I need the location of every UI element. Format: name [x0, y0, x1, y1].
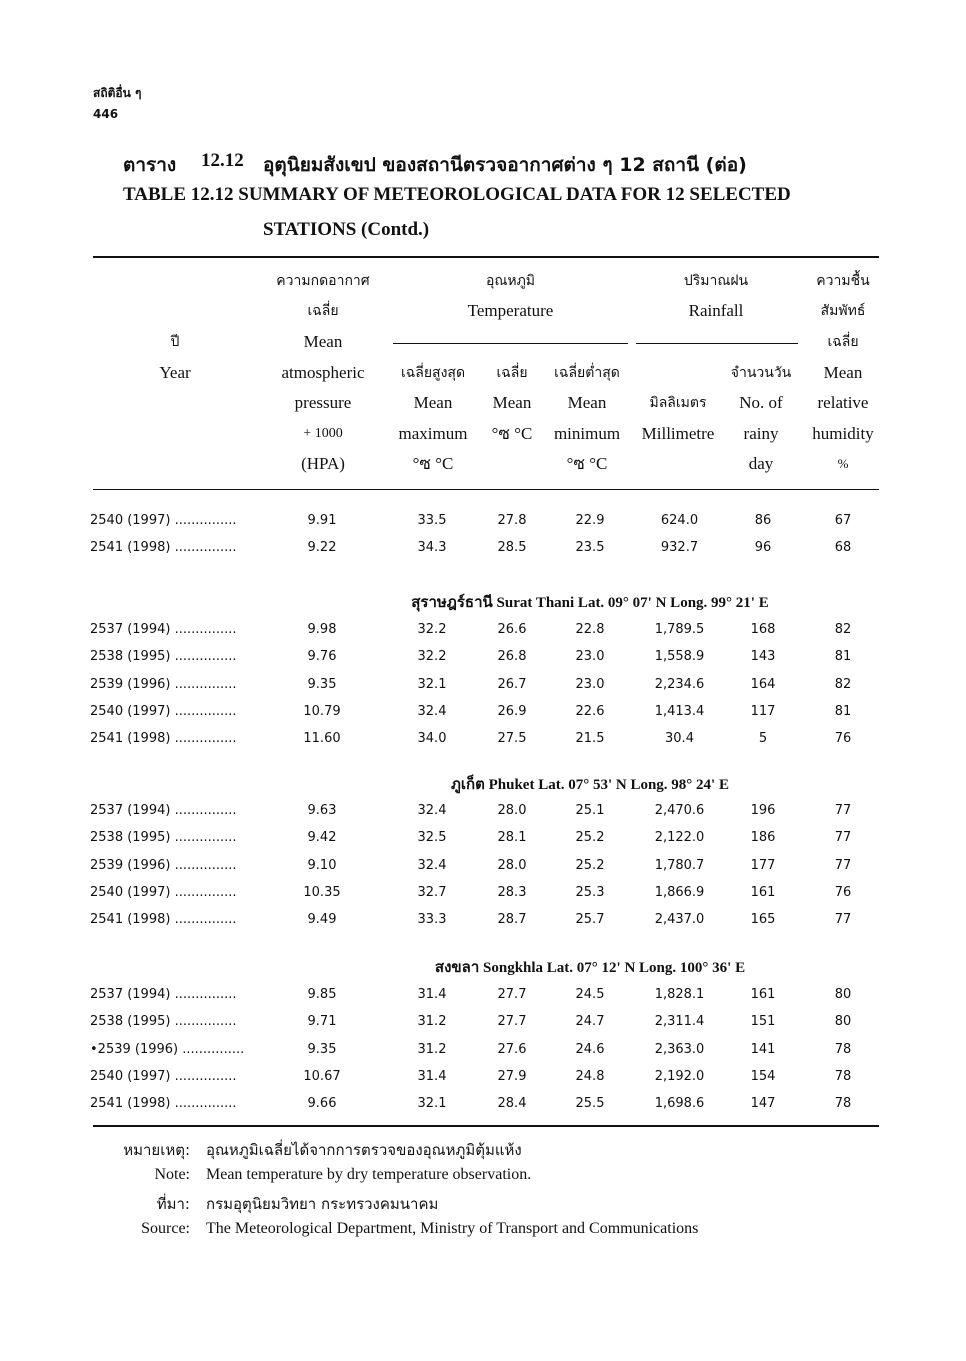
- rainfall-cell: 1,866.9: [654, 884, 705, 900]
- mean-temp-cell: 26.8: [497, 649, 527, 665]
- rainy-days-cell: 141: [750, 1041, 776, 1057]
- year-cell: 2539 (1996) ...............: [90, 676, 237, 692]
- pressure-header-thai2: เฉลี่ย: [307, 303, 339, 319]
- min-header-en2: minimum: [553, 424, 621, 443]
- mean-temp-cell: 26.7: [497, 676, 527, 692]
- humidity-cell: 77: [834, 830, 852, 846]
- humidity-cell: 76: [834, 731, 852, 747]
- min-temp-cell: 23.0: [575, 676, 605, 692]
- min-temp-cell: 24.8: [575, 1068, 605, 1084]
- mean-temp-cell: 28.1: [497, 830, 527, 846]
- table-row: [0, 507, 966, 534]
- days-header-en1: No. of: [739, 393, 783, 412]
- rainfall-group-en: Rainfall: [688, 301, 744, 320]
- humidity-header-en2: relative: [817, 393, 869, 412]
- rainfall-cell: 1,780.7: [654, 857, 705, 873]
- max-temp-cell: 33.3: [417, 912, 447, 928]
- min-temp-cell: 25.5: [575, 1096, 605, 1112]
- max-header-thai: เฉลี่ยสูงสุด: [400, 365, 466, 381]
- year-cell: 2537 (1994) ...............: [90, 622, 237, 637]
- note-label-thai: หมายเหตุ:: [123, 1141, 190, 1159]
- title-thai-prefix: ตาราง: [123, 154, 177, 176]
- pressure-cell: 9.49: [307, 912, 337, 928]
- max-header-en2: maximum: [398, 424, 468, 443]
- rainfall-cell: 2,363.0: [654, 1041, 705, 1057]
- rainy-days-cell: 96: [754, 540, 772, 556]
- year-cell: 2541 (1998) ...............: [90, 540, 237, 556]
- rainfall-cell: 1,828.1: [654, 987, 705, 1002]
- table-title-en-line2: STATIONS (Contd.): [263, 219, 430, 240]
- rainfall-cell: 624.0: [660, 513, 699, 528]
- mean-temp-cell: 28.0: [497, 803, 527, 818]
- rainfall-cell: 1,698.6: [654, 1096, 705, 1112]
- rainy-days-cell: 168: [750, 622, 776, 637]
- pressure-header-en4: + 1000: [303, 426, 343, 441]
- max-header-en3: °ซ °C: [412, 454, 454, 473]
- rainy-days-cell: 164: [750, 676, 776, 692]
- humidity-header-thai3: เฉลี่ย: [827, 334, 859, 350]
- rainfall-cell: 2,470.6: [654, 803, 705, 818]
- year-cell: 2540 (1997) ...............: [90, 1068, 237, 1084]
- max-temp-cell: 31.4: [417, 1068, 447, 1084]
- rainfall-cell: 2,437.0: [654, 912, 705, 928]
- pressure-cell: 10.35: [303, 884, 341, 900]
- table-row: [0, 698, 966, 725]
- table-row: [0, 797, 966, 824]
- table-row: [0, 616, 966, 643]
- rainfall-cell: 932.7: [660, 540, 699, 556]
- rainy-days-cell: 161: [750, 884, 776, 900]
- rainy-days-cell: 5: [758, 731, 768, 747]
- temperature-group-en: Temperature: [467, 301, 554, 320]
- min-temp-cell: 22.9: [575, 513, 605, 528]
- min-temp-cell: 23.5: [575, 540, 605, 556]
- humidity-cell: 81: [834, 703, 852, 719]
- year-cell: 2541 (1998) ...............: [90, 1096, 237, 1112]
- humidity-cell: 80: [834, 1014, 852, 1030]
- rainfall-cell: 30.4: [665, 731, 694, 747]
- max-temp-cell: 32.1: [417, 676, 447, 692]
- year-cell: 2537 (1994) ...............: [90, 803, 237, 818]
- pressure-cell: 9.66: [307, 1096, 337, 1112]
- max-temp-cell: 32.4: [417, 803, 447, 818]
- rainfall-cell: 1,413.4: [654, 703, 705, 719]
- table-row: [0, 671, 966, 698]
- max-temp-cell: 34.0: [417, 731, 447, 747]
- rainy-days-cell: 161: [750, 987, 776, 1002]
- table-row: [0, 725, 966, 752]
- table-row: [0, 981, 966, 1008]
- pressure-cell: 9.35: [307, 1041, 337, 1057]
- pressure-cell: 11.60: [303, 731, 341, 747]
- mean-temp-cell: 27.5: [497, 731, 527, 747]
- humidity-cell: 67: [834, 513, 852, 528]
- max-temp-cell: 32.4: [417, 857, 447, 873]
- days-header-thai: จำนวนวัน: [730, 365, 792, 381]
- min-temp-cell: 25.7: [575, 912, 605, 928]
- max-temp-cell: 31.4: [417, 987, 447, 1002]
- pressure-header-en2: atmospheric: [281, 363, 365, 382]
- source-text-thai: กรมอุตุนิยมวิทยา กระทรวงคมนาคม: [206, 1195, 439, 1213]
- rainfall-group-rule: [636, 343, 798, 344]
- mean-header-en1: Mean: [492, 393, 532, 412]
- min-temp-cell: 25.3: [575, 884, 605, 900]
- year-cell: 2538 (1995) ...............: [90, 649, 237, 665]
- min-temp-cell: 23.0: [575, 649, 605, 665]
- mean-temp-cell: 28.0: [497, 857, 527, 873]
- min-temp-cell: 25.2: [575, 830, 605, 846]
- max-temp-cell: 32.7: [417, 884, 447, 900]
- table-row: [0, 643, 966, 670]
- humidity-header-thai2: สัมพัทธ์: [820, 303, 866, 319]
- pressure-cell: 9.98: [307, 622, 337, 637]
- max-temp-cell: 33.5: [417, 513, 447, 528]
- min-temp-cell: 22.6: [575, 703, 605, 719]
- title-thai-text: อุตุนิยมสังเขป ของสถานีตรวจอากาศต่าง ๆ 12 สถานี (ต่อ): [263, 154, 747, 176]
- days-header-en2: rainy: [743, 424, 779, 443]
- table-row: [0, 906, 966, 933]
- min-temp-cell: 21.5: [575, 731, 605, 747]
- note-text-en: Mean temperature by dry temperature observation.: [206, 1166, 532, 1183]
- min-header-en3: °ซ °C: [566, 454, 608, 473]
- mean-header-thai: เฉลี่ย: [496, 365, 528, 381]
- pressure-cell: 9.71: [307, 1014, 337, 1030]
- max-header-en1: Mean: [413, 393, 453, 412]
- humidity-header-en4: %: [837, 456, 849, 471]
- humidity-header-en3: humidity: [812, 424, 874, 443]
- mean-temp-cell: 28.3: [497, 884, 527, 900]
- source-label-en: Source:: [141, 1220, 190, 1237]
- mean-temp-cell: 27.7: [497, 987, 527, 1002]
- max-temp-cell: 32.4: [417, 703, 447, 719]
- table-row: [0, 824, 966, 851]
- rainy-days-cell: 147: [750, 1096, 776, 1112]
- year-cell: •2539 (1996) ...............: [90, 1041, 245, 1057]
- rainfall-cell: 1,789.5: [654, 622, 705, 637]
- rainy-days-cell: 196: [750, 803, 776, 818]
- table-row: [0, 534, 966, 561]
- humidity-cell: 68: [834, 540, 852, 556]
- humidity-cell: 76: [834, 884, 852, 900]
- pressure-cell: 10.79: [303, 703, 341, 719]
- rainfall-group-thai: ปริมาณฝน: [683, 273, 749, 289]
- min-header-en1: Mean: [567, 393, 607, 412]
- year-cell: 2541 (1998) ...............: [90, 912, 237, 928]
- rainy-days-cell: 143: [750, 649, 776, 665]
- pressure-cell: 9.85: [307, 987, 337, 1002]
- rainy-days-cell: 165: [750, 912, 776, 928]
- max-temp-cell: 32.5: [417, 830, 447, 846]
- mm-header-en: Millimetre: [641, 424, 715, 443]
- pressure-header-en1: Mean: [303, 332, 343, 351]
- max-temp-cell: 34.3: [417, 540, 447, 556]
- pressure-cell: 9.91: [307, 513, 337, 528]
- year-header-en: Year: [159, 363, 191, 382]
- station-label-surat-thani: สุราษฎร์ธานี Surat Thani Lat. 09° 07' N Long. 99° 21' E: [411, 595, 769, 611]
- note-text-thai: อุณหภูมิเฉลี่ยได้จากการตรวจของอุณหภูมิตุ้มแห้ง: [206, 1141, 522, 1159]
- mean-temp-cell: 28.4: [497, 1096, 527, 1112]
- humidity-cell: 78: [834, 1096, 852, 1112]
- mean-temp-cell: 28.5: [497, 540, 527, 556]
- pressure-cell: 9.35: [307, 676, 337, 692]
- rainfall-cell: 2,234.6: [654, 676, 705, 692]
- year-cell: 2540 (1997) ...............: [90, 884, 237, 900]
- table-top-rule: [93, 256, 879, 258]
- page-number: 446: [93, 107, 119, 121]
- rainy-days-cell: 86: [754, 513, 772, 528]
- mean-temp-cell: 26.6: [497, 622, 527, 637]
- pressure-header-en5: (HPA): [301, 454, 345, 473]
- pressure-cell: 9.42: [307, 830, 337, 846]
- table-title-en-line1: TABLE 12.12 SUMMARY OF METEOROLOGICAL DATA FOR 12 SELECTED: [123, 184, 791, 205]
- table-row: [0, 1090, 966, 1117]
- source-label-thai: ที่มา:: [156, 1195, 190, 1213]
- table-row: [0, 1063, 966, 1090]
- humidity-cell: 81: [834, 649, 852, 665]
- mean-temp-cell: 26.9: [497, 703, 527, 719]
- title-number: 12.12: [201, 150, 244, 171]
- mean-temp-cell: 28.7: [497, 912, 527, 928]
- pressure-cell: 9.63: [307, 803, 337, 818]
- max-temp-cell: 31.2: [417, 1041, 447, 1057]
- mean-temp-cell: 27.8: [497, 513, 527, 528]
- humidity-cell: 80: [834, 987, 852, 1002]
- year-cell: 2537 (1994) ...............: [90, 987, 237, 1002]
- max-temp-cell: 31.2: [417, 1014, 447, 1030]
- pressure-cell: 9.22: [307, 540, 337, 556]
- year-header-thai: ปี: [170, 334, 180, 350]
- rainfall-cell: 2,122.0: [654, 830, 705, 846]
- rainy-days-cell: 117: [750, 703, 776, 719]
- note-label-en: Note:: [154, 1166, 190, 1183]
- humidity-cell: 77: [834, 912, 852, 928]
- pressure-header-en3: pressure: [294, 393, 352, 412]
- rainfall-cell: 1,558.9: [654, 649, 705, 665]
- rainfall-cell: 2,192.0: [654, 1068, 705, 1084]
- table-row: [0, 879, 966, 906]
- year-cell: 2538 (1995) ...............: [90, 1014, 237, 1030]
- max-temp-cell: 32.2: [417, 649, 447, 665]
- pressure-cell: 10.67: [303, 1068, 341, 1084]
- min-temp-cell: 24.5: [575, 987, 605, 1002]
- mean-header-en2: °ซ °C: [491, 424, 533, 443]
- rainfall-cell: 2,311.4: [654, 1014, 705, 1030]
- humidity-header-thai1: ความชื้น: [816, 273, 870, 289]
- year-cell: 2538 (1995) ...............: [90, 830, 237, 846]
- table-bottom-rule: [93, 1125, 879, 1127]
- humidity-cell: 77: [834, 803, 852, 818]
- year-cell: 2540 (1997) ...............: [90, 513, 237, 528]
- mean-temp-cell: 27.9: [497, 1068, 527, 1084]
- humidity-header-en1: Mean: [823, 363, 863, 382]
- mean-temp-cell: 27.6: [497, 1041, 527, 1057]
- rainy-days-cell: 151: [750, 1014, 776, 1030]
- pressure-cell: 9.76: [307, 649, 337, 665]
- rainy-days-cell: 177: [750, 857, 776, 873]
- humidity-cell: 82: [834, 676, 852, 692]
- mm-header-thai: มิลลิเมตร: [649, 395, 707, 411]
- min-temp-cell: 25.2: [575, 857, 605, 873]
- table-row: [0, 852, 966, 879]
- min-temp-cell: 24.7: [575, 1014, 605, 1030]
- table-header-rule: [93, 489, 879, 490]
- pressure-header-thai1: ความกดอากาศ: [276, 273, 370, 289]
- station-label-phuket: ภูเก็ต Phuket Lat. 07° 53' N Long. 98° 24' E: [451, 777, 729, 793]
- humidity-cell: 78: [834, 1041, 852, 1057]
- table-row: [0, 1008, 966, 1035]
- humidity-cell: 82: [834, 622, 852, 637]
- max-temp-cell: 32.1: [417, 1096, 447, 1112]
- temperature-group-thai: อุณหภูมิ: [485, 273, 536, 289]
- year-cell: 2541 (1998) ...............: [90, 731, 237, 747]
- min-temp-cell: 22.8: [575, 622, 605, 637]
- temperature-group-rule: [393, 343, 628, 344]
- section-label: สถิติอื่น ๆ: [93, 86, 142, 100]
- year-cell: 2539 (1996) ...............: [90, 857, 237, 873]
- days-header-en3: day: [748, 454, 774, 473]
- humidity-cell: 78: [834, 1068, 852, 1084]
- table-row: [0, 1036, 966, 1063]
- min-temp-cell: 25.1: [575, 803, 605, 818]
- min-header-thai: เฉลี่ยต่ำสุด: [554, 365, 620, 381]
- rainy-days-cell: 186: [750, 830, 776, 846]
- year-cell: 2540 (1997) ...............: [90, 703, 237, 719]
- humidity-cell: 77: [834, 857, 852, 873]
- min-temp-cell: 24.6: [575, 1041, 605, 1057]
- source-text-en: The Meteorological Department, Ministry of Transport and Communications: [206, 1220, 699, 1237]
- pressure-cell: 9.10: [307, 857, 337, 873]
- station-label-songkhla: สงขลา Songkhla Lat. 07° 12' N Long. 100° 36' E: [434, 960, 746, 976]
- mean-temp-cell: 27.7: [497, 1014, 527, 1030]
- max-temp-cell: 32.2: [417, 622, 447, 637]
- rainy-days-cell: 154: [750, 1068, 776, 1084]
